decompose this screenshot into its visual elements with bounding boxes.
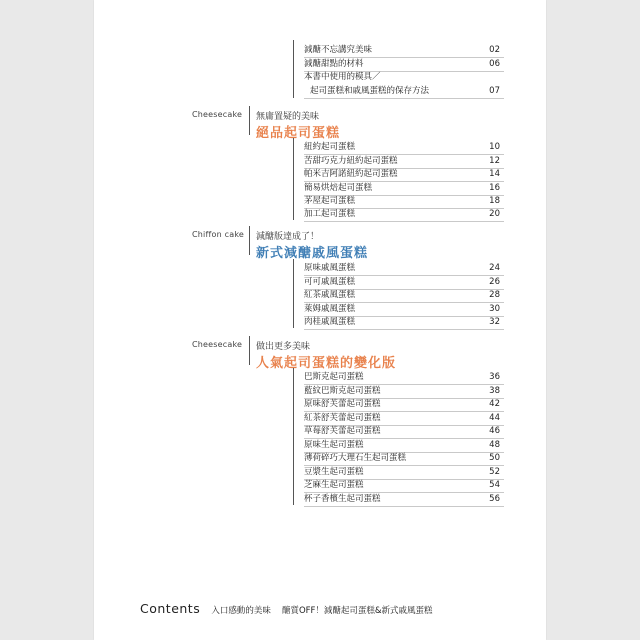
toc-entry-title: 藍紋巴斯克起司蛋糕 [304, 386, 381, 396]
items-vertical-line [293, 138, 294, 220]
toc-entry [304, 413, 504, 426]
toc-entry [304, 304, 504, 317]
toc-entry-page: 24 [489, 263, 500, 273]
section-subtitle: 做出更多美味 [256, 342, 311, 352]
section-label: Cheesecake [192, 110, 243, 119]
toc-entry-page: 07 [489, 86, 500, 96]
intro-vertical-line [293, 40, 294, 98]
toc-entry [304, 426, 504, 439]
toc-entry [304, 317, 504, 330]
toc-entry [304, 467, 504, 480]
divider [304, 221, 504, 222]
toc-entry-title: 萊姆戚風蛋糕 [304, 304, 356, 314]
section-label: Cheesecake [192, 340, 243, 349]
toc-entry-page: 10 [489, 142, 500, 152]
toc-entry-title: 紅茶戚風蛋糕 [304, 290, 356, 300]
toc-entry [304, 45, 504, 58]
footer-book-title: 醣質OFF！減醣起司蛋糕&新式戚風蛋糕 [281, 606, 433, 616]
toc-entry-title: 帕米吉阿諾紐約起司蛋糕 [304, 169, 398, 179]
toc-entry-title: 紅茶舒芙蕾起司蛋糕 [304, 413, 381, 423]
toc-entry-page: 44 [489, 413, 500, 423]
toc-entry-title: 本書中使用的模具／ [304, 72, 381, 82]
section-title: 絕品起司蛋糕 [256, 126, 341, 141]
toc-entry-page: 14 [489, 169, 500, 179]
toc-entry-page: 26 [489, 277, 500, 287]
toc-entry [304, 59, 504, 72]
toc-entry-title: 芝麻生起司蛋糕 [304, 480, 364, 490]
section-label: Chiffon cake [192, 230, 244, 239]
toc-entry-page: 42 [489, 399, 500, 409]
toc-entry-page: 06 [489, 59, 500, 69]
divider [304, 329, 504, 330]
toc-entry-page: 46 [489, 426, 500, 436]
toc-entry [304, 290, 504, 303]
toc-entry-page: 18 [489, 196, 500, 206]
toc-entry-page: 52 [489, 467, 500, 477]
section-vertical-line [249, 106, 250, 135]
divider [304, 492, 504, 493]
divider [304, 98, 504, 99]
toc-entry-title: 簡易烘焙起司蛋糕 [304, 183, 373, 193]
toc-entry [304, 372, 504, 385]
toc-entry-title: 減醣甜點的材料 [304, 59, 364, 69]
toc-entry [304, 440, 504, 453]
toc-entry [304, 156, 504, 169]
divider [304, 57, 504, 58]
toc-entry [304, 142, 504, 155]
section-title: 新式減醣戚風蛋糕 [256, 246, 369, 261]
section-vertical-line [249, 336, 250, 365]
divider [304, 181, 504, 182]
intro-list [94, 0, 546, 110]
toc-entry [304, 86, 504, 99]
toc-entry-page: 16 [489, 183, 500, 193]
toc-entry [304, 209, 504, 222]
items-vertical-line [293, 259, 294, 328]
toc-entry-page: 48 [489, 440, 500, 450]
toc-entry-title: 原味舒芙蕾起司蛋糕 [304, 399, 381, 409]
toc-entry [304, 494, 504, 507]
divider [304, 302, 504, 303]
toc-entry [304, 263, 504, 276]
toc-entry-title: 薄荷碎巧大理石生起司蛋糕 [304, 453, 407, 463]
toc-entry-page: 38 [489, 386, 500, 396]
toc-entry-title: 茅屋起司蛋糕 [304, 196, 356, 206]
divider [304, 154, 504, 155]
toc-entry-page: 50 [489, 453, 500, 463]
divider [304, 438, 504, 439]
toc-entry-title: 紐約起司蛋糕 [304, 142, 356, 152]
toc-entry [304, 72, 504, 85]
toc-entry-title: 原味戚風蛋糕 [304, 263, 356, 273]
toc-entry-page: 54 [489, 480, 500, 490]
toc-entry [304, 386, 504, 399]
toc-entry [304, 480, 504, 493]
toc-entry-title: 肉桂戚風蛋糕 [304, 317, 356, 327]
toc-entry-page: 02 [489, 45, 500, 55]
toc-entry [304, 183, 504, 196]
toc-entry-title: 杯子香檳生起司蛋糕 [304, 494, 381, 504]
divider [304, 411, 504, 412]
toc-entry-title: 加工起司蛋糕 [304, 209, 356, 219]
contents-heading: Contents [140, 601, 201, 616]
contents-footer [140, 598, 433, 617]
toc-entry [304, 196, 504, 209]
items-vertical-line [293, 368, 294, 505]
toc-entry-page: 12 [489, 156, 500, 166]
divider [304, 384, 504, 385]
toc-entry-title: 減醣不忘講究美味 [304, 45, 373, 55]
toc-entry-title: 原味生起司蛋糕 [304, 440, 364, 450]
toc-entry-page: 28 [489, 290, 500, 300]
book-page [94, 0, 546, 640]
section-vertical-line [249, 226, 250, 255]
toc-entry-page: 30 [489, 304, 500, 314]
section-subtitle: 減醣版達成了！ [256, 232, 320, 242]
toc-entry-page: 56 [489, 494, 500, 504]
divider [304, 275, 504, 276]
toc-entry-page: 20 [489, 209, 500, 219]
divider [304, 506, 504, 507]
footer-tagline: 入口感動的美味 [211, 606, 271, 616]
toc-entry-title: 草莓舒芙蕾起司蛋糕 [304, 426, 381, 436]
divider [304, 465, 504, 466]
toc-entry-title: 苦甜巧克力紐約起司蛋糕 [304, 156, 398, 166]
toc-entry-page: 36 [489, 372, 500, 382]
section-title: 人氣起司蛋糕的變化版 [256, 356, 397, 371]
toc-entry [304, 277, 504, 290]
toc-entry-page: 32 [489, 317, 500, 327]
toc-entry-title: 巴斯克起司蛋糕 [304, 372, 364, 382]
section-subtitle: 無庸置疑的美味 [256, 112, 320, 122]
toc-entry-title: 起司蛋糕和戚風蛋糕的保存方法 [310, 86, 430, 96]
toc-entry-title: 可可戚風蛋糕 [304, 277, 356, 287]
toc-entry-title: 豆漿生起司蛋糕 [304, 467, 364, 477]
toc-entry [304, 169, 504, 182]
toc-entry [304, 453, 504, 466]
toc-entry [304, 399, 504, 412]
